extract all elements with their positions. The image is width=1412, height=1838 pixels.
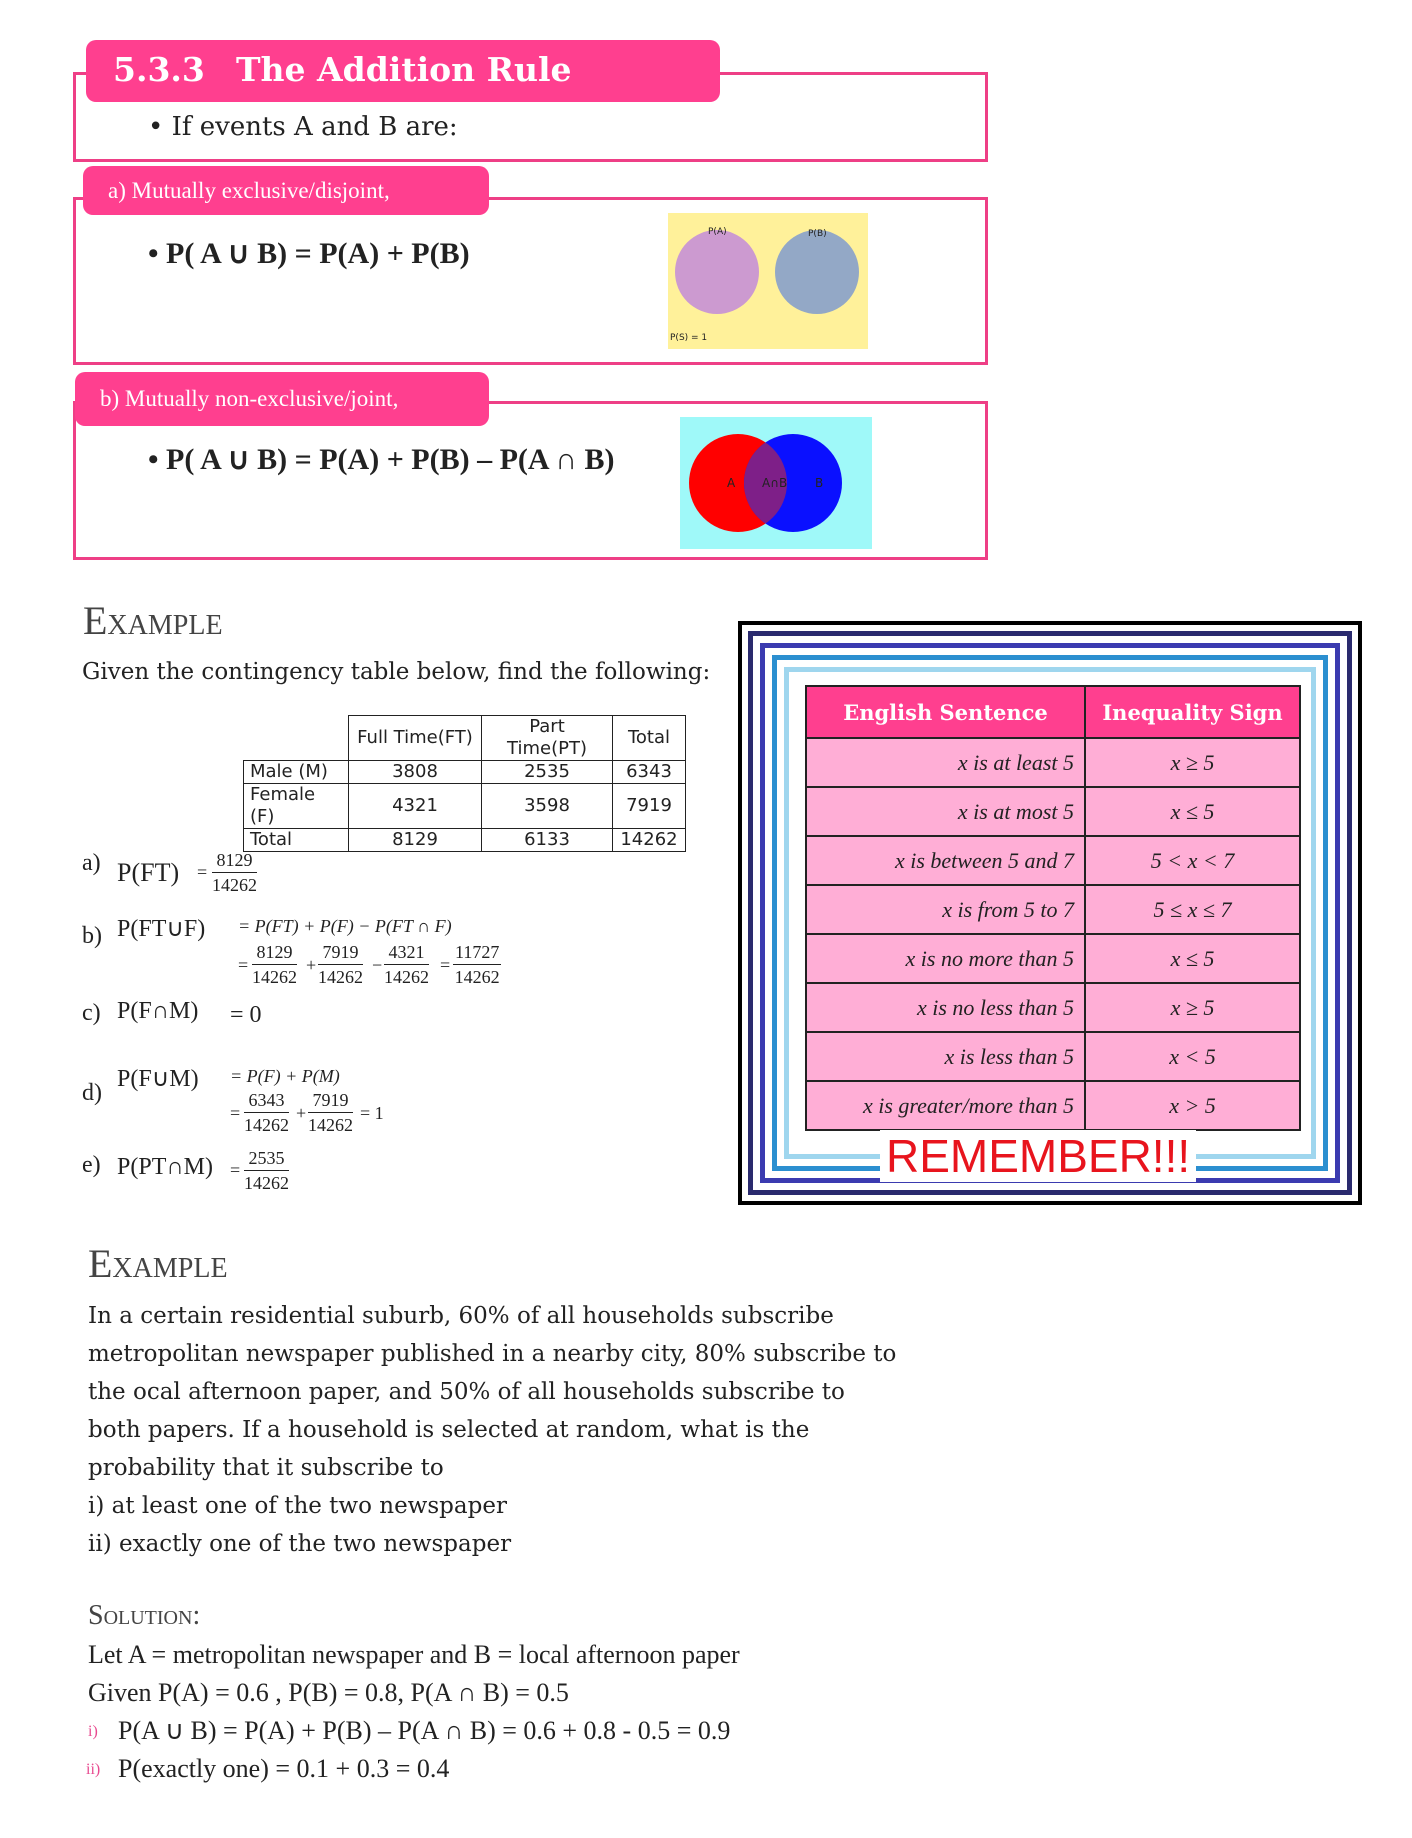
solution-line: Given P(A) = 0.6 , P(B) = 0.8, P(A ∩ B) = 0.5 — [88, 1678, 569, 1707]
part-d-eq: = — [230, 1103, 241, 1123]
rule-b-formula: • P( A ∪ B) = P(A) + P(B) – P(A ∩ B) — [148, 443, 615, 476]
part-b-expr: P(FT∪F) — [117, 916, 206, 942]
table-cell: 3808 — [349, 761, 482, 784]
sign-cell: 5 < x < 7 — [1085, 836, 1300, 885]
body-line: i) at least one of the two newspaper — [88, 1493, 507, 1519]
table-cell: 6343 — [613, 761, 686, 784]
table-row — [244, 716, 686, 761]
table-header: Total — [613, 716, 686, 761]
sentence-cell: x is at most 5 — [806, 787, 1085, 836]
table-row — [806, 686, 1300, 738]
denominator: 14262 — [308, 1115, 353, 1135]
row-label: Total — [244, 829, 349, 852]
example2-body — [88, 1297, 896, 1563]
part-d-plus: + — [296, 1103, 307, 1123]
part-e-tag: e) — [82, 1152, 101, 1178]
contingency-table — [243, 715, 686, 852]
part-b-plus: + — [306, 955, 317, 975]
denominator: 14262 — [252, 967, 297, 987]
table-cell: 8129 — [349, 829, 482, 852]
part-c-tag: c) — [82, 1000, 101, 1026]
table-cell: 3598 — [482, 784, 613, 829]
part-b-fraction-1 — [252, 942, 297, 988]
part-c-result: = 0 — [230, 1002, 262, 1028]
venn-label-b: B — [815, 476, 824, 490]
denominator: 14262 — [318, 967, 363, 987]
part-b-eq2: = — [440, 955, 451, 975]
table-row — [806, 885, 1300, 934]
numerator: 7919 — [318, 942, 363, 965]
part-b-fraction-2 — [318, 942, 363, 988]
circle-a — [675, 230, 759, 314]
table-cell: 14262 — [613, 829, 686, 852]
section-number: 5.3.3 — [113, 50, 205, 89]
sentence-cell: x is at least 5 — [806, 738, 1085, 787]
part-b-eq: = — [238, 955, 249, 975]
example1-intro: Given the contingency table below, find the following: — [82, 659, 711, 685]
venn-label-pb: P(B) — [808, 229, 827, 239]
numerator: 8129 — [252, 942, 297, 965]
part-d-line1: = P(F) + P(M) — [230, 1066, 340, 1086]
part-b-fraction-4 — [453, 942, 501, 988]
denominator: 14262 — [244, 1115, 289, 1135]
body-line: ii) exactly one of the two newspaper — [88, 1531, 512, 1557]
venn-label-ab: A∩B — [762, 476, 788, 490]
sign-cell: x < 5 — [1085, 1032, 1300, 1081]
table-row — [244, 829, 686, 852]
table-row — [806, 934, 1300, 983]
sign-cell: x > 5 — [1085, 1081, 1300, 1130]
sign-cell: x ≤ 5 — [1085, 934, 1300, 983]
answer-line: P(A ∪ B) = P(A) + P(B) – P(A ∩ B) = 0.6 + 0.8 - 0.5 = 0.9 — [118, 1716, 731, 1745]
sentence-cell: x is greater/more than 5 — [806, 1081, 1085, 1130]
sign-cell: x ≤ 5 — [1085, 787, 1300, 836]
part-e-expr: P(PT∩M) — [117, 1154, 214, 1180]
table-row — [244, 784, 686, 829]
answer-tag: i) — [88, 1723, 98, 1740]
sign-cell: 5 ≤ x ≤ 7 — [1085, 885, 1300, 934]
venn-label-ps: P(S) = 1 — [670, 333, 708, 343]
part-d-fraction-2 — [308, 1090, 353, 1136]
inequality-table — [805, 685, 1301, 1131]
part-a-fraction — [212, 850, 257, 896]
body-line: the ocal afternoon paper, and 50% of all households subscribe to — [88, 1379, 845, 1405]
denominator: 14262 — [384, 967, 429, 987]
part-e-fraction — [244, 1148, 289, 1194]
part-b-line1: = P(FT) + P(F) − P(FT ∩ F) — [238, 916, 452, 936]
table-row — [806, 738, 1300, 787]
sentence-cell: x is no less than 5 — [806, 983, 1085, 1032]
table-header: Inequality Sign — [1085, 686, 1300, 738]
body-line: metropolitan newspaper published in a nearby city, 80% subscribe to — [88, 1341, 897, 1367]
sentence-cell: x is between 5 and 7 — [806, 836, 1085, 885]
solution-line: Let A = metropolitan newspaper and B = local afternoon paper — [88, 1640, 740, 1669]
part-d-fraction-1 — [244, 1090, 289, 1136]
part-b-fraction-3 — [384, 942, 429, 988]
section-title: The Addition Rule — [236, 50, 572, 89]
part-e-eq: = — [230, 1160, 241, 1180]
venn-label-a: A — [727, 476, 736, 490]
part-d-result: = 1 — [360, 1103, 384, 1123]
part-a-eq: = — [197, 862, 208, 882]
example1-heading: Example — [83, 598, 223, 643]
denominator: 14262 — [244, 1173, 289, 1193]
numerator: 7919 — [308, 1090, 353, 1113]
table-cell: 7919 — [613, 784, 686, 829]
part-b-minus: − — [372, 955, 383, 975]
table-cell: 6133 — [482, 829, 613, 852]
numerator: 2535 — [244, 1148, 289, 1171]
part-d-expr: P(F∪M) — [117, 1066, 199, 1092]
denominator: 14262 — [212, 875, 257, 895]
sentence-cell: x is from 5 to 7 — [806, 885, 1085, 934]
table-header: English Sentence — [806, 686, 1085, 738]
table-row — [806, 787, 1300, 836]
sentence-cell: x is less than 5 — [806, 1032, 1085, 1081]
body-line: probability that it subscribe to — [88, 1455, 444, 1481]
rule-a-formula: • P( A ∪ B) = P(A) + P(B) — [148, 237, 470, 270]
table-header: Full Time(FT) — [349, 716, 482, 761]
answer-line: P(exactly one) = 0.1 + 0.3 = 0.4 — [118, 1754, 450, 1783]
part-c-expr: P(F∩M) — [117, 998, 199, 1024]
part-d-tag: d) — [82, 1080, 102, 1106]
table-row — [244, 761, 686, 784]
sign-cell: x ≥ 5 — [1085, 983, 1300, 1032]
remember-banner: REMEMBER!!! — [880, 1130, 1196, 1182]
sign-cell: x ≥ 5 — [1085, 738, 1300, 787]
part-a-expr: P(FT) — [117, 858, 180, 887]
table-cell: 4321 — [349, 784, 482, 829]
rule-b-label: b) Mutually non-exclusive/joint, — [75, 372, 489, 426]
numerator: 11727 — [453, 942, 501, 965]
venn-disjoint — [668, 213, 868, 349]
table-cell: 2535 — [482, 761, 613, 784]
venn-label-pa: P(A) — [708, 227, 727, 237]
example2-heading: Example — [88, 1241, 228, 1286]
row-label: Female (F) — [244, 784, 349, 829]
row-label: Male (M) — [244, 761, 349, 784]
section-title-bar — [86, 40, 720, 102]
table-row — [806, 836, 1300, 885]
solution-heading: Solution: — [88, 1600, 201, 1631]
rule-a-label: a) Mutually exclusive/disjoint, — [83, 166, 489, 215]
answer-tag: ii) — [86, 1761, 101, 1778]
part-a-tag: a) — [82, 850, 101, 876]
table-row — [806, 983, 1300, 1032]
denominator: 14262 — [454, 967, 500, 987]
table-row — [806, 1081, 1300, 1130]
table-row — [806, 1032, 1300, 1081]
venn-joint — [680, 417, 872, 549]
numerator: 6343 — [244, 1090, 289, 1113]
part-b-tag: b) — [82, 923, 102, 949]
body-line: both papers. If a household is selected at random, what is the — [88, 1417, 810, 1443]
body-line: In a certain residential suburb, 60% of all households subscribe — [88, 1303, 834, 1329]
sentence-cell: x is no more than 5 — [806, 934, 1085, 983]
numerator: 4321 — [384, 942, 429, 965]
circle-b — [775, 230, 859, 314]
section-intro: • If events A and B are: — [148, 112, 458, 142]
numerator: 8129 — [212, 850, 257, 873]
table-header: Part Time(PT) — [482, 716, 613, 761]
